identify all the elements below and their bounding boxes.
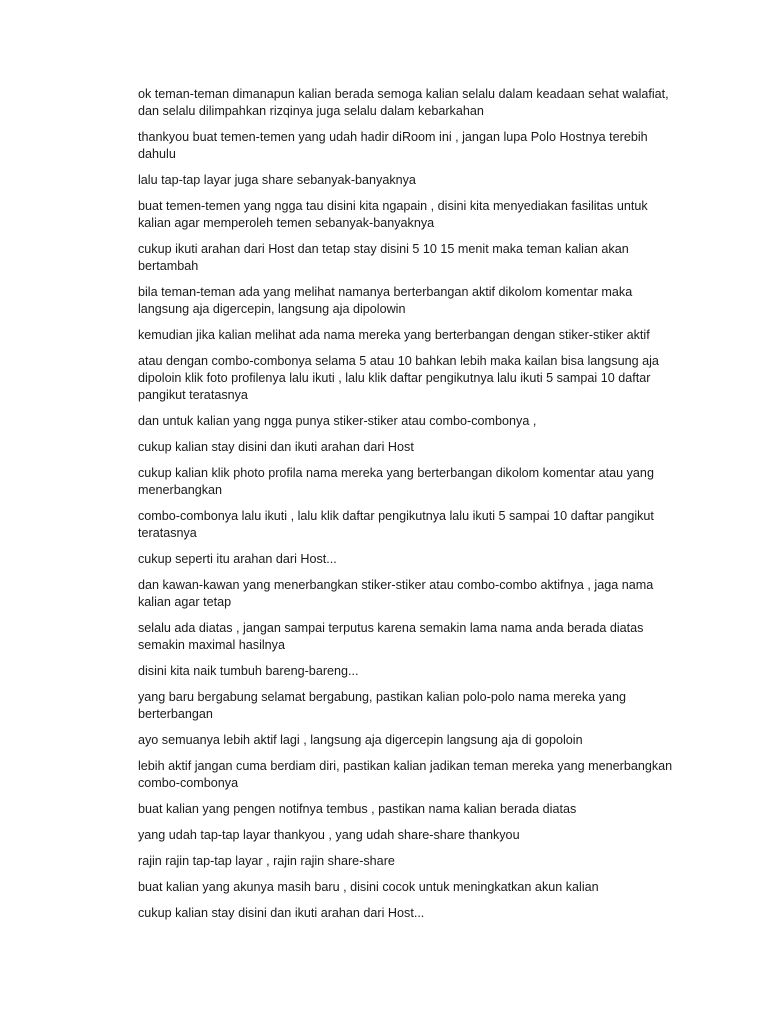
paragraph: buat temen-temen yang ngga tau disini kita ngapain , disini kita menyediakan fasilitas untuk kalian agar memperoleh temen sebanyak-banyaknya xyxy=(138,199,648,230)
paragraph: rajin rajin tap-tap layar , rajin rajin share-share xyxy=(138,854,395,868)
paragraph: thankyou buat temen-temen yang udah hadir diRoom ini , jangan lupa Polo Hostnya terebih dahulu xyxy=(138,130,648,161)
paragraph: dan untuk kalian yang ngga punya stiker-stiker atau combo-combonya , xyxy=(138,414,537,428)
paragraph: combo-combonya lalu ikuti , lalu klik daftar pengikutnya lalu ikuti 5 sampai 10 daftar pangikut teratasnya xyxy=(138,509,654,540)
paragraph: cukup seperti itu arahan dari Host... xyxy=(138,552,337,566)
paragraph: yang udah tap-tap layar thankyou , yang udah share-share thankyou xyxy=(138,828,520,842)
paragraph: selalu ada diatas , jangan sampai terputus karena semakin lama nama anda berada diatas semakin maximal hasilnya xyxy=(138,621,644,652)
paragraph: lalu tap-tap layar juga share sebanyak-banyaknya xyxy=(138,173,416,187)
paragraph: cukup kalian stay disini dan ikuti arahan dari Host... xyxy=(138,906,425,920)
paragraph: atau dengan combo-combonya selama 5 atau 10 bahkan lebih maka kailan bisa langsung aja dipoloin klik foto profilenya lalu ikuti , lalu klik daftar pengikutnya lalu ikuti 5 sampai 10 daftar pangikut teratasnya xyxy=(138,354,659,402)
paragraph: disini kita naik tumbuh bareng-bareng... xyxy=(138,664,359,678)
paragraph: cukup kalian klik photo profila nama mereka yang berterbangan dikolom komentar atau yang menerbangkan xyxy=(138,466,654,497)
paragraph: lebih aktif jangan cuma berdiam diri, pastikan kalian jadikan teman mereka yang menerbangkan combo-combonya xyxy=(138,759,673,790)
paragraph: dan kawan-kawan yang menerbangkan stiker-stiker atau combo-combo aktifnya , jaga nama kalian agar tetap xyxy=(138,578,654,609)
paragraph: cukup kalian stay disini dan ikuti arahan dari Host xyxy=(138,440,414,454)
paragraph: ok teman-teman dimanapun kalian berada semoga kalian selalu dalam keadaan sehat walafiat, dan selalu dilimpahkan rizqinya juga selalu dalam kebarkahan xyxy=(138,87,669,118)
paragraph: cukup ikuti arahan dari Host dan tetap stay disini 5 10 15 menit maka teman kalian akan bertambah xyxy=(138,242,629,273)
paragraph: ayo semuanya lebih aktif lagi , langsung aja digercepin langsung aja di gopoloin xyxy=(138,733,583,747)
paragraph: kemudian jika kalian melihat ada nama mereka yang berterbangan dengan stiker-stiker aktif xyxy=(138,328,650,342)
paragraph: buat kalian yang pengen notifnya tembus , pastikan nama kalian berada diatas xyxy=(138,802,577,816)
paragraph: buat kalian yang akunya masih baru , disini cocok untuk meningkatkan akun kalian xyxy=(138,880,599,894)
paragraph: yang baru bergabung selamat bergabung, pastikan kalian polo-polo nama mereka yang berterbangan xyxy=(138,690,626,721)
paragraph: bila teman-teman ada yang melihat namanya berterbangan aktif dikolom komentar maka langsung aja digercepin, langsung aja dipolowin xyxy=(138,285,633,316)
document-page xyxy=(138,86,678,931)
